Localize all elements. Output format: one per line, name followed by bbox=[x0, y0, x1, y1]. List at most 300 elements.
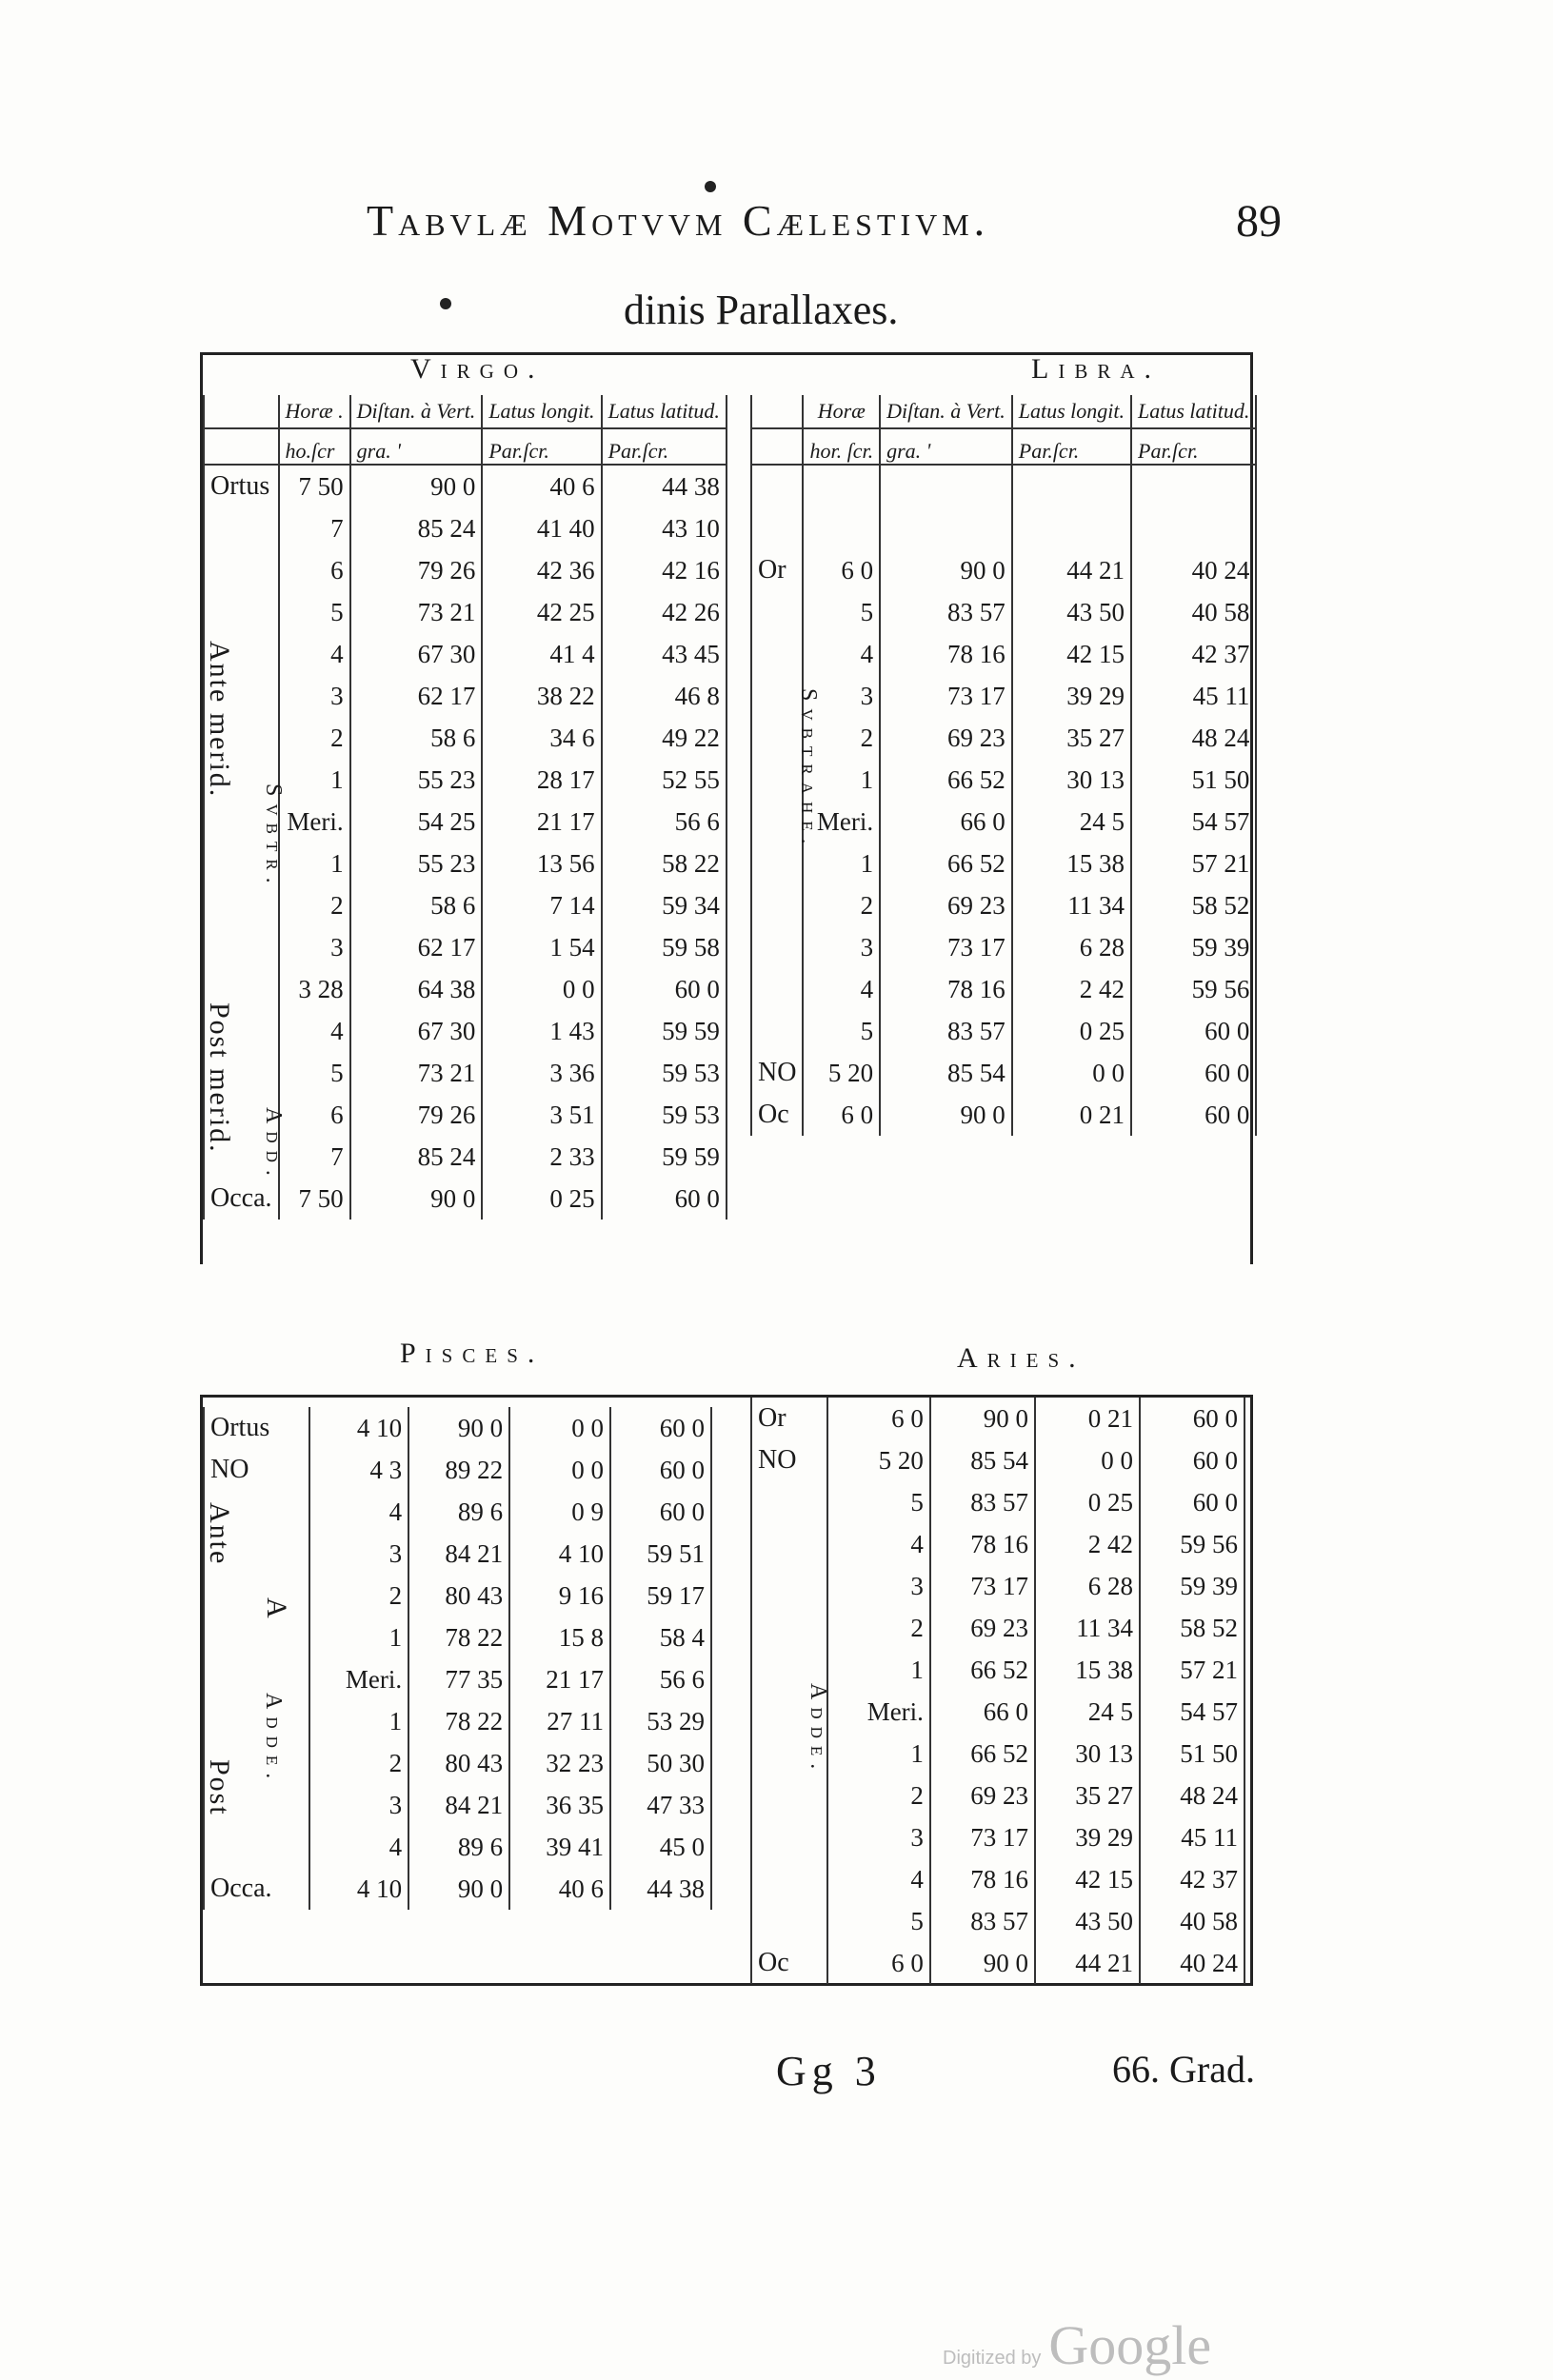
catchword: 66. Grad. bbox=[1112, 2048, 1255, 2091]
table-row bbox=[751, 675, 1256, 717]
table-cell: 62 17 bbox=[350, 675, 483, 717]
table-cell: Meri. bbox=[827, 1691, 930, 1733]
unit-label: gra. ʹ bbox=[350, 428, 483, 465]
sign-name-aries: Aries. bbox=[957, 1342, 1085, 1374]
table-cell: 4 3 bbox=[309, 1449, 408, 1491]
table-cell: 5 20 bbox=[803, 1052, 880, 1094]
table-cell: 43 50 bbox=[1035, 1900, 1140, 1942]
table-cell: 73 17 bbox=[880, 926, 1012, 968]
table-cell: 40 58 bbox=[1131, 591, 1256, 633]
table-cell: 85 54 bbox=[930, 1439, 1035, 1481]
table-cell: 39 29 bbox=[1035, 1816, 1140, 1858]
table-cell: 43 50 bbox=[1012, 591, 1131, 633]
table-cell: 2 bbox=[803, 884, 880, 926]
table-cell: 5 bbox=[279, 1052, 350, 1094]
table-cell: 4 bbox=[803, 633, 880, 675]
table-cell: 85 24 bbox=[350, 1136, 483, 1178]
table-cell bbox=[1131, 507, 1256, 549]
table-cell: 90 0 bbox=[408, 1868, 509, 1910]
side-label-subtrahe: Svbtrahe. bbox=[796, 688, 821, 852]
table-cell: 59 39 bbox=[1131, 926, 1256, 968]
libra-parallax-table bbox=[750, 395, 1257, 1136]
side-label-ante: Ante bbox=[204, 1502, 235, 1566]
table-cell: 59 56 bbox=[1131, 968, 1256, 1010]
row-label-cell bbox=[204, 1616, 309, 1658]
table-cell: 45 11 bbox=[1131, 675, 1256, 717]
table-cell: 69 23 bbox=[930, 1607, 1035, 1649]
table-cell: 2 bbox=[309, 1575, 408, 1616]
table-cell: 80 43 bbox=[408, 1575, 509, 1616]
row-label-cell bbox=[751, 1858, 827, 1900]
table-cell: 66 0 bbox=[930, 1691, 1035, 1733]
side-label-post: Post bbox=[204, 1759, 235, 1816]
table-cell: 30 13 bbox=[1012, 759, 1131, 801]
table-cell: 83 57 bbox=[930, 1481, 1035, 1523]
table-cell: 73 21 bbox=[350, 591, 483, 633]
table-cell: 56 6 bbox=[602, 801, 727, 843]
table-cell: 39 29 bbox=[1012, 675, 1131, 717]
col-header-longitude: Latus longit. bbox=[482, 395, 601, 428]
row-label-cell bbox=[751, 507, 803, 549]
table-cell: 4 bbox=[279, 1010, 350, 1052]
row-label-cell: Ortus bbox=[204, 465, 279, 507]
row-label-cell: Ortus bbox=[204, 1407, 309, 1449]
table-cell: 69 23 bbox=[880, 884, 1012, 926]
pisces-parallax-table bbox=[203, 1407, 712, 1910]
table-cell: 42 25 bbox=[482, 591, 601, 633]
table-cell: 41 4 bbox=[482, 633, 601, 675]
table-row bbox=[751, 843, 1256, 884]
table-row bbox=[751, 1942, 1244, 1984]
row-label-cell bbox=[204, 1575, 309, 1616]
table-cell: 40 6 bbox=[509, 1868, 610, 1910]
table-cell: 7 50 bbox=[279, 465, 350, 507]
table-cell: 44 38 bbox=[602, 465, 727, 507]
table-cell bbox=[880, 465, 1012, 507]
table-cell: 77 35 bbox=[408, 1658, 509, 1700]
table-cell: 62 17 bbox=[350, 926, 483, 968]
table-cell: 66 52 bbox=[930, 1733, 1035, 1775]
table-cell: 90 0 bbox=[930, 1398, 1035, 1439]
table-cell: 66 52 bbox=[880, 759, 1012, 801]
side-label-adde-right: Adde. bbox=[806, 1683, 830, 1777]
table-cell: 55 23 bbox=[350, 759, 483, 801]
side-label-add: Add. bbox=[261, 1107, 286, 1183]
table-cell bbox=[803, 507, 880, 549]
table-cell: 53 29 bbox=[610, 1700, 711, 1742]
table-cell: 42 16 bbox=[602, 549, 727, 591]
table-cell: 73 17 bbox=[880, 675, 1012, 717]
table-cell: 0 0 bbox=[1035, 1439, 1140, 1481]
table-cell: 42 37 bbox=[1140, 1858, 1244, 1900]
table-cell: 59 59 bbox=[602, 1136, 727, 1178]
table-row bbox=[204, 1784, 711, 1826]
table-row bbox=[204, 675, 727, 717]
table-cell: 3 36 bbox=[482, 1052, 601, 1094]
table-cell: 51 50 bbox=[1131, 759, 1256, 801]
google-logo: Google bbox=[1048, 2314, 1212, 2376]
side-label-subtr: Svbtr. bbox=[261, 783, 286, 891]
table-row bbox=[751, 926, 1256, 968]
table-row bbox=[204, 926, 727, 968]
table-cell: 42 37 bbox=[1131, 633, 1256, 675]
table-cell: 44 21 bbox=[1012, 549, 1131, 591]
table-cell: 78 16 bbox=[930, 1523, 1035, 1565]
table-cell: 59 17 bbox=[610, 1575, 711, 1616]
table-cell: 42 26 bbox=[602, 591, 727, 633]
table-cell: 1 bbox=[827, 1649, 930, 1691]
sign-name-libra: Libra. bbox=[1031, 353, 1161, 385]
table-cell: 54 25 bbox=[350, 801, 483, 843]
table-block-virgo-libra bbox=[200, 352, 1253, 1264]
table-cell: 15 38 bbox=[1035, 1649, 1140, 1691]
row-label-cell bbox=[751, 591, 803, 633]
table-cell: 59 53 bbox=[602, 1052, 727, 1094]
row-label-cell bbox=[751, 633, 803, 675]
row-label-cell bbox=[204, 549, 279, 591]
row-label-cell bbox=[751, 884, 803, 926]
table-cell: 3 bbox=[279, 675, 350, 717]
row-label-cell: Oc bbox=[751, 1094, 803, 1136]
table-row bbox=[751, 1398, 1244, 1439]
row-label-cell: NO bbox=[204, 1449, 309, 1491]
table-cell: 56 6 bbox=[610, 1658, 711, 1700]
table-cell: 0 21 bbox=[1035, 1398, 1140, 1439]
table-row bbox=[204, 1407, 711, 1449]
table-cell: 60 0 bbox=[1140, 1398, 1244, 1439]
table-cell: 60 0 bbox=[1131, 1052, 1256, 1094]
table-row bbox=[751, 759, 1256, 801]
table-row bbox=[751, 549, 1256, 591]
table-cell: 58 6 bbox=[350, 717, 483, 759]
watermark-prefix: Digitized by bbox=[943, 2348, 1042, 2369]
col-header-horae: Horæ bbox=[803, 395, 880, 428]
table-cell: 6 0 bbox=[803, 1094, 880, 1136]
table-cell: 3 bbox=[279, 926, 350, 968]
table-cell: 48 24 bbox=[1140, 1775, 1244, 1816]
row-label-cell bbox=[751, 1816, 827, 1858]
ink-dot bbox=[705, 181, 716, 192]
row-label-cell: NO bbox=[751, 1052, 803, 1094]
table-cell: 7 bbox=[279, 507, 350, 549]
table-cell: 52 55 bbox=[602, 759, 727, 801]
table-cell: 83 57 bbox=[930, 1900, 1035, 1942]
table-cell: 3 28 bbox=[279, 968, 350, 1010]
table-cell: 67 30 bbox=[350, 633, 483, 675]
table-row bbox=[204, 1826, 711, 1868]
col-header-latitude: Latus latitud. bbox=[602, 395, 727, 428]
row-label-cell: Or bbox=[751, 549, 803, 591]
table-row bbox=[751, 1052, 1256, 1094]
header-row bbox=[751, 395, 1256, 428]
table-cell: 84 21 bbox=[408, 1784, 509, 1826]
table-cell: 4 bbox=[803, 968, 880, 1010]
table-cell: 85 24 bbox=[350, 507, 483, 549]
table-cell: 5 bbox=[803, 1010, 880, 1052]
table-cell: 6 0 bbox=[827, 1942, 930, 1984]
sign-name-virgo: Virgo. bbox=[410, 353, 545, 385]
table-cell: 5 bbox=[827, 1900, 930, 1942]
table-cell: 90 0 bbox=[408, 1407, 509, 1449]
table-cell: 58 6 bbox=[350, 884, 483, 926]
row-label-cell bbox=[204, 1826, 309, 1868]
table-cell: 90 0 bbox=[880, 549, 1012, 591]
table-cell: 48 24 bbox=[1131, 717, 1256, 759]
row-label-cell: Oc bbox=[751, 1942, 827, 1984]
col-header-distance: Diſtan. à Vert. bbox=[880, 395, 1012, 428]
table-cell: 4 bbox=[827, 1858, 930, 1900]
table-cell: 64 38 bbox=[350, 968, 483, 1010]
table-cell bbox=[1131, 465, 1256, 507]
table-cell: 6 bbox=[279, 549, 350, 591]
table-cell: 59 59 bbox=[602, 1010, 727, 1052]
row-label-cell bbox=[751, 1010, 803, 1052]
table-row bbox=[204, 1010, 727, 1052]
table-cell: 6 28 bbox=[1035, 1565, 1140, 1607]
table-cell: 83 57 bbox=[880, 591, 1012, 633]
table-cell: 69 23 bbox=[930, 1775, 1035, 1816]
table-cell: 6 0 bbox=[827, 1398, 930, 1439]
col-header-distance: Diſtan. à Vert. bbox=[350, 395, 483, 428]
table-cell: 36 35 bbox=[509, 1784, 610, 1826]
table-row bbox=[751, 801, 1256, 843]
row-label-cell bbox=[751, 465, 803, 507]
table-cell: 27 11 bbox=[509, 1700, 610, 1742]
header-row bbox=[204, 395, 727, 428]
table-row bbox=[751, 1481, 1244, 1523]
table-row bbox=[204, 591, 727, 633]
table-cell: 5 bbox=[827, 1481, 930, 1523]
table-cell: 3 bbox=[803, 926, 880, 968]
table-row bbox=[751, 717, 1256, 759]
table-row bbox=[751, 884, 1256, 926]
table-cell: 7 14 bbox=[482, 884, 601, 926]
signature-mark: Gg 3 bbox=[776, 2048, 882, 2094]
table-cell: 6 28 bbox=[1012, 926, 1131, 968]
table-block-pisces-aries bbox=[200, 1395, 1253, 1986]
table-cell: 30 13 bbox=[1035, 1733, 1140, 1775]
table-cell: 44 21 bbox=[1035, 1942, 1140, 1984]
table-cell: 4 10 bbox=[509, 1533, 610, 1575]
side-label-a: A bbox=[261, 1597, 292, 1620]
table-cell: 59 51 bbox=[610, 1533, 711, 1575]
row-label-cell: Occa. bbox=[204, 1178, 279, 1220]
table-cell: 60 0 bbox=[610, 1491, 711, 1533]
table-cell: 78 22 bbox=[408, 1700, 509, 1742]
table-cell: 84 21 bbox=[408, 1533, 509, 1575]
table-cell: 47 33 bbox=[610, 1784, 711, 1826]
table-cell: 57 21 bbox=[1140, 1649, 1244, 1691]
table-cell: 39 41 bbox=[509, 1826, 610, 1868]
table-cell: 89 6 bbox=[408, 1491, 509, 1533]
table-cell: 7 bbox=[279, 1136, 350, 1178]
table-cell: 0 0 bbox=[509, 1449, 610, 1491]
table-row bbox=[204, 1178, 727, 1220]
unit-label: Par.ſcr. bbox=[1131, 428, 1256, 465]
table-cell: 0 0 bbox=[1012, 1052, 1131, 1094]
table-cell: 11 34 bbox=[1035, 1607, 1140, 1649]
table-cell: 58 52 bbox=[1140, 1607, 1244, 1649]
ink-dot bbox=[440, 298, 451, 309]
table-cell: 55 23 bbox=[350, 843, 483, 884]
table-row bbox=[751, 591, 1256, 633]
table-row bbox=[204, 507, 727, 549]
col-header bbox=[751, 395, 803, 428]
table-cell: 59 56 bbox=[1140, 1523, 1244, 1565]
table-cell: 79 26 bbox=[350, 1094, 483, 1136]
table-cell: 5 bbox=[803, 591, 880, 633]
table-row bbox=[751, 1858, 1244, 1900]
table-cell: 4 bbox=[309, 1491, 408, 1533]
table-cell bbox=[1012, 465, 1131, 507]
table-cell: 3 bbox=[309, 1533, 408, 1575]
table-cell: 0 0 bbox=[482, 968, 601, 1010]
table-row bbox=[751, 968, 1256, 1010]
table-cell: 73 21 bbox=[350, 1052, 483, 1094]
table-cell: 78 22 bbox=[408, 1616, 509, 1658]
table-cell: 44 38 bbox=[610, 1868, 711, 1910]
table-cell: 59 39 bbox=[1140, 1565, 1244, 1607]
unit-label: hor. ſcr. bbox=[803, 428, 880, 465]
table-cell: 50 30 bbox=[610, 1742, 711, 1784]
row-label-cell bbox=[751, 1523, 827, 1565]
table-cell: 2 bbox=[827, 1607, 930, 1649]
table-cell: 1 bbox=[279, 843, 350, 884]
table-row bbox=[751, 1607, 1244, 1649]
table-cell: 83 57 bbox=[880, 1010, 1012, 1052]
table-row bbox=[204, 633, 727, 675]
table-subtitle: dinis Parallaxes. bbox=[624, 287, 899, 333]
unit-label bbox=[751, 428, 803, 465]
page-number: 89 bbox=[1236, 196, 1282, 247]
table-cell: 32 23 bbox=[509, 1742, 610, 1784]
table-cell: 40 6 bbox=[482, 465, 601, 507]
table-cell: 2 bbox=[279, 717, 350, 759]
table-cell: 66 0 bbox=[880, 801, 1012, 843]
table-row bbox=[751, 1094, 1256, 1136]
table-cell: 54 57 bbox=[1131, 801, 1256, 843]
table-cell: 3 bbox=[309, 1784, 408, 1826]
table-cell: 90 0 bbox=[350, 465, 483, 507]
col-header-horae: Horæ . bbox=[279, 395, 350, 428]
table-cell: 24 5 bbox=[1035, 1691, 1140, 1733]
table-cell: 2 42 bbox=[1012, 968, 1131, 1010]
row-label-cell bbox=[204, 591, 279, 633]
table-cell: 2 bbox=[803, 717, 880, 759]
table-cell: 0 25 bbox=[1012, 1010, 1131, 1052]
table-cell: 11 34 bbox=[1012, 884, 1131, 926]
table-cell: 6 bbox=[279, 1094, 350, 1136]
table-cell: 60 0 bbox=[602, 968, 727, 1010]
unit-label: gra. ʹ bbox=[880, 428, 1012, 465]
row-label-cell bbox=[751, 1481, 827, 1523]
table-cell: 1 bbox=[803, 759, 880, 801]
table-cell: 58 22 bbox=[602, 843, 727, 884]
table-cell: 4 bbox=[309, 1826, 408, 1868]
col-header-latitude: Latus latitud. bbox=[1131, 395, 1256, 428]
table-cell: 79 26 bbox=[350, 549, 483, 591]
table-cell: 41 40 bbox=[482, 507, 601, 549]
col-header-longitude: Latus longit. bbox=[1012, 395, 1131, 428]
table-cell: 24 5 bbox=[1012, 801, 1131, 843]
table-row bbox=[204, 1491, 711, 1533]
digitized-watermark bbox=[943, 2313, 1211, 2377]
table-row bbox=[204, 1052, 727, 1094]
table-cell: 90 0 bbox=[350, 1178, 483, 1220]
table-cell: 60 0 bbox=[1140, 1481, 1244, 1523]
unit-row bbox=[751, 428, 1256, 465]
table-cell: 54 57 bbox=[1140, 1691, 1244, 1733]
table-cell: 45 0 bbox=[610, 1826, 711, 1868]
table-row bbox=[751, 1523, 1244, 1565]
table-cell: 1 43 bbox=[482, 1010, 601, 1052]
table-cell: Meri. bbox=[309, 1658, 408, 1700]
table-cell: 60 0 bbox=[1131, 1094, 1256, 1136]
sign-name-pisces: Pisces. bbox=[400, 1338, 545, 1369]
table-cell bbox=[880, 507, 1012, 549]
table-cell: 15 38 bbox=[1012, 843, 1131, 884]
table-cell: 51 50 bbox=[1140, 1733, 1244, 1775]
table-cell: 1 bbox=[827, 1733, 930, 1775]
table-row bbox=[751, 1900, 1244, 1942]
row-label-cell bbox=[751, 1775, 827, 1816]
table-cell: 58 52 bbox=[1131, 884, 1256, 926]
table-row bbox=[751, 1439, 1244, 1481]
table-cell: 66 52 bbox=[880, 843, 1012, 884]
table-cell: 5 bbox=[279, 591, 350, 633]
row-label-cell: Or bbox=[751, 1398, 827, 1439]
running-title: Tabvlæ Motvvm Cælestivm. bbox=[367, 196, 990, 245]
table-cell: 78 16 bbox=[880, 968, 1012, 1010]
table-cell: 15 8 bbox=[509, 1616, 610, 1658]
table-cell: 3 bbox=[827, 1565, 930, 1607]
table-cell: 89 6 bbox=[408, 1826, 509, 1868]
row-label-cell bbox=[751, 968, 803, 1010]
table-row bbox=[751, 1775, 1244, 1816]
unit-label: Par.ſcr. bbox=[482, 428, 601, 465]
row-label-cell bbox=[204, 1658, 309, 1700]
unit-label: Par.ſcr. bbox=[602, 428, 727, 465]
table-cell: 1 bbox=[309, 1616, 408, 1658]
row-label-cell: Occa. bbox=[204, 1868, 309, 1910]
table-cell: 2 33 bbox=[482, 1136, 601, 1178]
table-cell: 0 0 bbox=[509, 1407, 610, 1449]
table-cell: 58 4 bbox=[610, 1616, 711, 1658]
table-cell: 57 21 bbox=[1131, 843, 1256, 884]
table-cell: 40 24 bbox=[1140, 1942, 1244, 1984]
table-cell: 1 54 bbox=[482, 926, 601, 968]
table-cell: 66 52 bbox=[930, 1649, 1035, 1691]
table-cell: 5 20 bbox=[827, 1439, 930, 1481]
table-row bbox=[751, 1816, 1244, 1858]
table-cell: 42 36 bbox=[482, 549, 601, 591]
table-cell: 3 51 bbox=[482, 1094, 601, 1136]
col-header bbox=[204, 395, 279, 428]
table-row bbox=[204, 968, 727, 1010]
table-cell: 1 bbox=[279, 759, 350, 801]
row-label-cell bbox=[751, 1607, 827, 1649]
table-cell: 60 0 bbox=[610, 1449, 711, 1491]
table-cell: 73 17 bbox=[930, 1816, 1035, 1858]
table-cell: 49 22 bbox=[602, 717, 727, 759]
table-cell: 80 43 bbox=[408, 1742, 509, 1784]
table-cell: 21 17 bbox=[509, 1658, 610, 1700]
table-cell: 0 21 bbox=[1012, 1094, 1131, 1136]
table-cell: 69 23 bbox=[880, 717, 1012, 759]
table-cell bbox=[803, 465, 880, 507]
table-cell: 90 0 bbox=[930, 1942, 1035, 1984]
table-row bbox=[751, 507, 1256, 549]
